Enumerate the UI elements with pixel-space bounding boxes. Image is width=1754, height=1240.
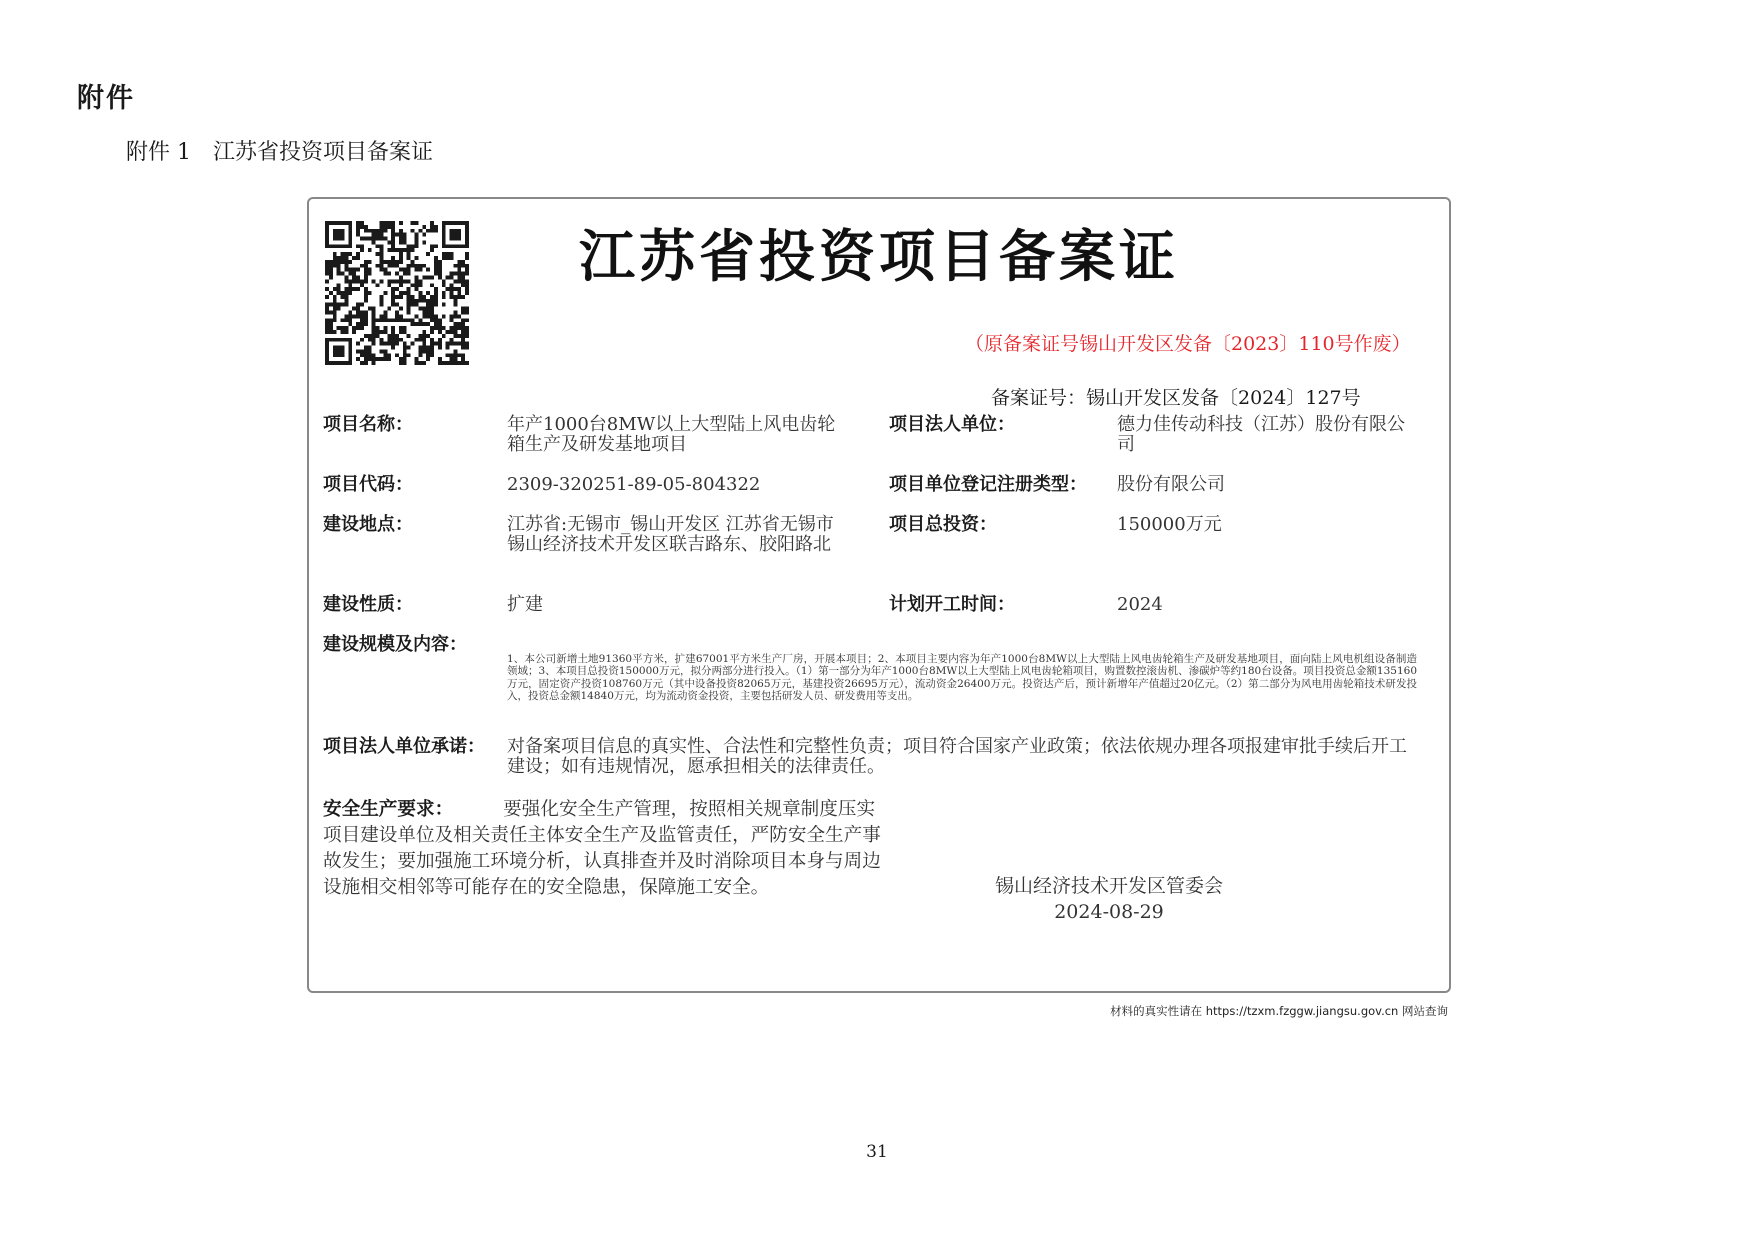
start-time-value: 2024 <box>1117 594 1163 615</box>
nature-label: 建设性质： <box>323 594 413 615</box>
record-certificate <box>307 197 1451 993</box>
verification-note: 材料的真实性请在 https://tzxm.fzggw.jiangsu.gov.cn 网站查询 <box>1110 1004 1448 1018</box>
project-code-label: 项目代码： <box>323 474 413 495</box>
nature-value: 扩建 <box>507 594 543 615</box>
project-name-value: 年产1000台8MW以上大型陆上风电齿轮箱生产及研发基地项目 <box>507 414 836 455</box>
commitment-label: 项目法人单位承诺： <box>323 736 485 757</box>
location-value: 江苏省:无锡市_锡山开发区 江苏省无锡市锡山经济技术开发区联吉路东、胶阳路北 <box>507 514 834 555</box>
certificate-title: 江苏省投资项目备案证 <box>579 224 1179 290</box>
issuer-block <box>959 873 1259 925</box>
issue-date: 2024-08-29 <box>1054 901 1164 923</box>
location-label: 建设地点： <box>323 514 413 535</box>
legal-entity-value: 德力佳传动科技（江苏）股份有限公司 <box>1117 414 1405 455</box>
legal-entity-label: 项目法人单位： <box>889 414 1015 435</box>
total-investment-value: 150000万元 <box>1117 514 1222 535</box>
safety-label: 安全生产要求： <box>323 799 454 820</box>
record-number: 备案证号：锡山开发区发备〔2024〕127号 <box>991 387 1361 409</box>
qr-code <box>325 221 469 365</box>
attachment-caption: 附件 1 江苏省投资项目备案证 <box>126 140 433 165</box>
safety-requirements <box>323 797 883 901</box>
commitment-value: 对备案项目信息的真实性、合法性和完整性负责；项目符合国家产业政策；依法依规办理各项报建审批手续后开工建设；如有违规情况，愿承担相关的法律责任。 <box>507 736 1407 777</box>
total-investment-label: 项目总投资： <box>889 514 997 535</box>
project-code-value: 2309-320251-89-05-804322 <box>507 474 761 495</box>
scope-value: 1、本公司新增土地91360平方米，扩建67001平方米生产厂房，开展本项目；2、本项目主要内容为年产1000台8MW以上大型陆上风电齿轮箱生产及研发基地项目，面向陆上风电机组设备制造领域；3、本项目总投资150000万元，拟分两部分进行投入。（1）第一部分为年产1000台8MW以上大型陆上风电齿轮箱项目，购置数控滚齿机、渗碳炉等约180台设备。项目投资总金额135160万元，固定资产投资108760万元（其中设备投资82065万元，基建投资26695万元），流动资金26400万元。投资达产后，预计新增年产值超过20亿元。（2）第二部分为风电用齿轮箱技术研发投入，投资总金额14840万元，均为流动资金投资，主要包括研发人员、研发费用等支出。 <box>507 653 1417 703</box>
project-name-label: 项目名称： <box>323 414 413 435</box>
registration-type-value: 股份有限公司 <box>1117 474 1225 495</box>
safety-value: 要强化安全生产管理，按照相关规章制度压实项目建设单位及相关责任主体安全生产及监管责任，严防安全生产事故发生；要加强施工环境分析，认真排查并及时消除项目本身与周边设施相交相邻等可能存在的安全隐患，保障施工安全。 <box>323 799 881 898</box>
registration-type-label: 项目单位登记注册类型： <box>889 474 1087 495</box>
page-number: 31 <box>866 1142 888 1162</box>
scope-label: 建设规模及内容： <box>323 634 467 655</box>
void-note: （原备案证号锡山开发区发备〔2023〕110号作废） <box>965 333 1411 355</box>
start-time-label: 计划开工时间： <box>889 594 1015 615</box>
issuer-name: 锡山经济技术开发区管委会 <box>994 875 1223 897</box>
page-heading: 附件 <box>77 83 135 114</box>
